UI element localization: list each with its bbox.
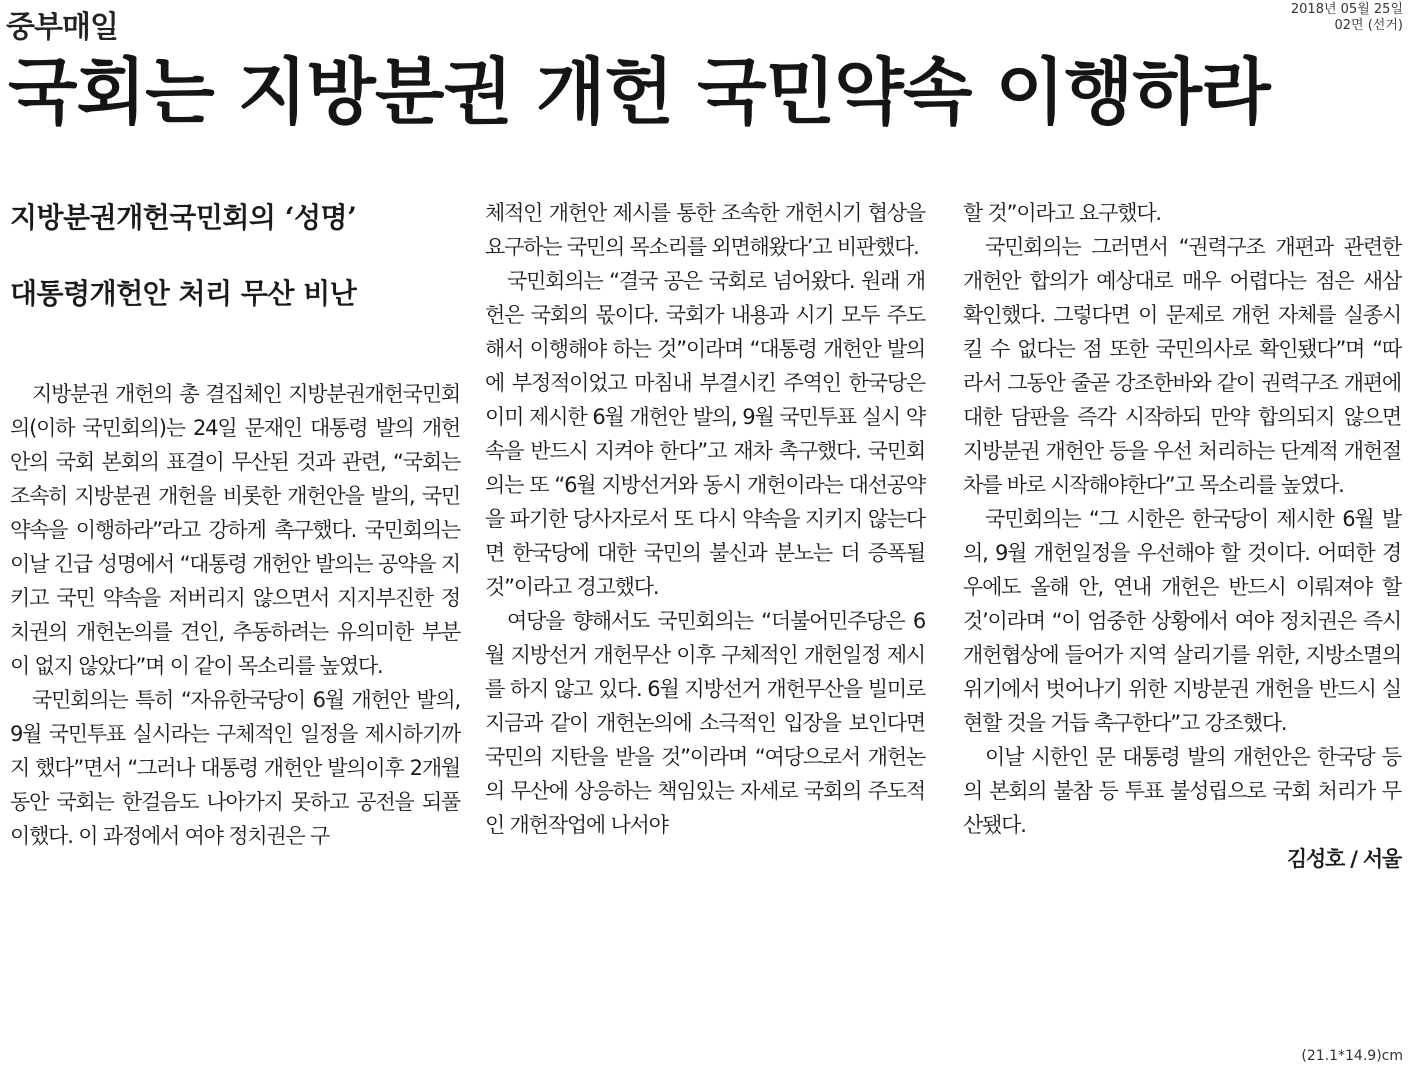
article-column-1 (10, 377, 460, 853)
paragraph: 국민회의는 특히 “자유한국당이 6월 개헌안 발의, 9월 국민투표 실시라는 구체적인 일정을 제시하기까지 했다”면서 “그러나 대통령 개헌안 발의이후 2개월 동안 국회는 한걸음도 나아가지 못하고 공전을 되풀이했다. 이 과정에서 여야 정치권은 구 (10, 688, 460, 848)
page-headline: 국회는 지방분권 개헌 국민약속 이행하라 (8, 50, 1270, 134)
issue-meta (1291, 2, 1403, 34)
size-note: (21.1*14.9)cm (1301, 1048, 1403, 1064)
newspaper-logo: 중부매일 (6, 10, 118, 45)
paragraph: 국민회의는 “결국 공은 국회로 넘어왔다. 원래 개헌은 국회의 몫이다. 국회가 내용과 시기 모두 주도해서 이행해야 하는 것”이라며 “대통령 개헌안 발의에 부정적이었고 마침내 부결시킨 주역인 한국당은 이미 제시한 6월 개헌안 발의, 9월 국민투표 실시 약속을 반드시 지켜야 한다”고 재차 촉구했다. 국민회의는 또 “6월 지방선거와 동시 개헌이라는 대선공약을 파기한 당사자로서 또 다시 약속을 지키지 않는다면 한국당에 대한 국민의 불신과 분노는 더 증폭될 것”이라고 경고했다. (485, 269, 925, 599)
byline-text: 김성호 / 서울 (1286, 847, 1401, 871)
paragraph: 여당을 향해서도 국민회의는 “더불어민주당은 6월 지방선거 개헌무산 이후 구체적인 개헌일정 제시를 하지 않고 있다. 6월 지방선거 개헌무산을 빌미로 지금과 같이 개헌논의에 소극적인 입장을 보인다면 국민의 지탄을 받을 것”이라며 “여당으로서 개헌논의 무산에 상응하는 책임있는 자세로 국회의 주도적인 개헌작업에 나서야 (485, 609, 925, 837)
subhead-1: 지방분권개헌국민회의 ‘성명’ (10, 201, 357, 234)
byline (963, 842, 1401, 876)
article-column-2 (485, 196, 925, 842)
issue-page: 02면 (선거) (1334, 18, 1403, 33)
article-column-3 (963, 196, 1401, 876)
paragraph: 국민회의는 “그 시한은 한국당이 제시한 6월 발의, 9월 개헌일정을 우선해야 할 것이다. 어떠한 경우에도 올해 안, 연내 개헌은 반드시 이뤄져야 할 것’이라며 “이 엄중한 상황에서 여야 정치권은 즉시 개헌협상에 들어가 지역 살리기를 위한, 지방소멸의 위기에서 벗어나기 위한 지방분권 개헌을 반드시 실현할 것을 거듭 촉구한다”고 강조했다. (963, 507, 1401, 735)
subhead-2: 대통령개헌안 처리 무산 비난 (10, 277, 357, 310)
paragraph: 지방분권 개헌의 총 결집체인 지방분권개헌국민회의(이하 국민회의)는 24일 문재인 대통령 발의 개헌안의 국회 본회의 표결이 무산된 것과 관련, “국회는 조속히 지방분권 개헌을 비롯한 개헌안을 발의, 국민약속을 이행하라”라고 강하게 촉구했다. 국민회의는 이날 긴급 성명에서 “대통령 개헌안 발의는 공약을 지키고 국민 약속을 저버리지 않으면서 지지부진한 정치권의 개헌논의를 견인, 추동하려는 유의미한 부분이 없지 않았다”며 이 같이 목소리를 높였다. (10, 382, 460, 678)
paragraph: 이날 시한인 문 대통령 발의 개헌안은 한국당 등의 본회의 불참 등 투표 불성립으로 국회 처리가 무산됐다. (963, 745, 1401, 837)
issue-date: 2018년 05월 25일 (1290, 2, 1403, 17)
paragraph: 국민회의는 그러면서 “권력구조 개편과 관련한 개헌안 합의가 예상대로 매우 어렵다는 점은 새삼 확인했다. 그렇다면 이 문제로 개헌 자체를 실종시킬 수 없다는 점 또한 국민의사로 확인됐다”며 “따라서 그동안 줄곧 강조한바와 같이 권력구조 개편에 대한 담판을 즉각 시작하되 만약 합의되지 않으면 지방분권 개헌안 등을 우선 처리하는 단계적 개헌절차를 바로 시작해야한다”고 목소리를 높였다. (963, 235, 1401, 497)
paragraph: 할 것”이라고 요구했다. (963, 201, 1161, 225)
paragraph: 체적인 개헌안 제시를 통한 조속한 개헌시기 협상을 요구하는 국민의 목소리를 외면해왔다’고 비판했다. (485, 201, 925, 259)
